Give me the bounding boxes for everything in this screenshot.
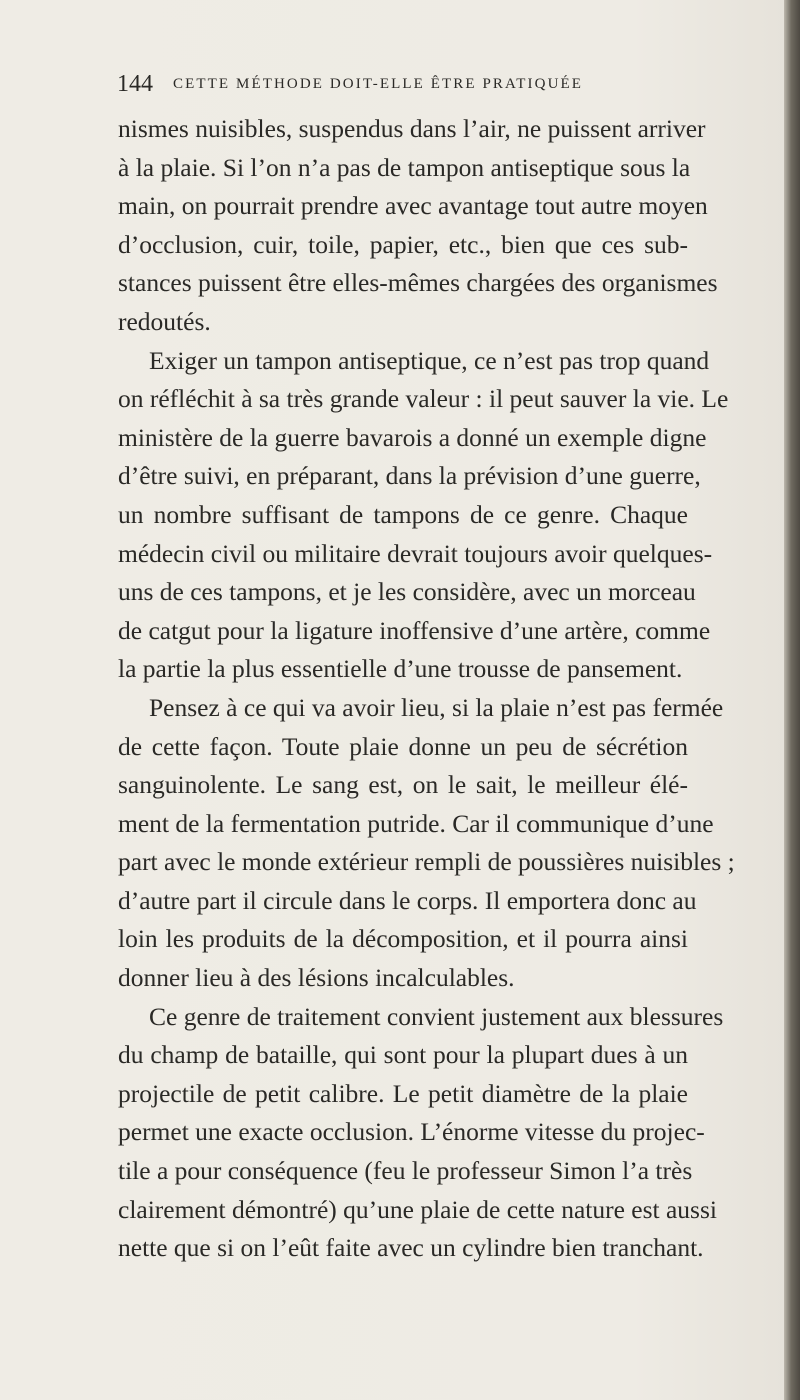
running-header-title: CETTE MÉTHODE DOIT-ELLE ÊTRE PRATIQUÉE [173,76,584,92]
running-head [117,71,677,105]
paragraph-end-line: nette que si on l’eût faite avec un cylindre bien tranchant. [118,1233,704,1263]
text-line: loin les produits de la décomposition, et il pourra ainsi [118,924,688,954]
page-number: 144 [117,71,153,97]
paragraph-start-line: Exiger un tampon antiseptique, ce n’est pas trop quand [149,345,710,375]
text-line: de catgut pour la ligature inoffensive d’une artère, comme [118,615,711,645]
text-line: d’occlusion, cuir, toile, papier, etc., bien que ces sub- [118,229,688,259]
text-line: tile a pour conséquence (feu le professeur Simon l’a très [118,1156,693,1186]
paragraph-start-line: Pensez à ce qui va avoir lieu, si la plaie n’est pas fermée [149,692,724,722]
paragraph-end-line: redoutés. [118,306,211,336]
text-line: ministère de la guerre bavarois a donné un exemple digne [118,422,707,452]
text-line: du champ de bataille, qui sont pour la plupart dues à un [118,1040,688,1070]
text-line: un nombre suffisant de tampons de ce genre. Chaque [118,499,688,529]
text-line: on réfléchit à sa très grande valeur : il peut sauver la vie. Le [118,384,729,414]
text-line: projectile de petit calibre. Le petit diamètre de la plaie [118,1078,688,1108]
paragraph-end-line: la partie la plus essentielle d’une trousse de pansement. [118,654,683,684]
text-line: sanguinolente. Le sang est, on le sait, le meilleur élé- [118,770,688,800]
text-line: nismes nuisibles, suspendus dans l’air, ne puissent arriver [118,114,706,143]
text-line: clairement démontré) qu’une plaie de cette nature est aussi [118,1194,717,1224]
page-binding-edge [784,0,800,1400]
paragraph-end-line: donner lieu à des lésions incalculables. [118,963,515,993]
paragraph-start-line: Ce genre de traitement convient justement aux blessures [149,1001,724,1031]
body-text [118,110,735,1268]
text-line: de cette façon. Toute plaie donne un peu de sécrétion [118,731,688,761]
text-line: médecin civil ou militaire devrait toujours avoir quelques- [118,538,713,568]
text-line: part avec le monde extérieur rempli de poussières nuisibles ; [118,847,735,877]
text-line: permet une exacte occlusion. L’énorme vitesse du projec- [118,1117,705,1147]
text-line: main, on pourrait prendre avec avantage tout autre moyen [118,191,708,221]
text-line: uns de ces tampons, et je les considère, avec un morceau [118,577,696,607]
text-line: à la plaie. Si l’on n’a pas de tampon antiseptique sous la [118,152,691,182]
text-line: d’autre part il circule dans le corps. Il emportera donc au [118,885,697,915]
text-line: stances puissent être elles-mêmes chargées des organismes [118,268,718,298]
text-line: d’être suivi, en préparant, dans la prévision d’une guerre, [118,461,701,491]
text-line: ment de la fermentation putride. Car il communique d’une [118,808,714,838]
